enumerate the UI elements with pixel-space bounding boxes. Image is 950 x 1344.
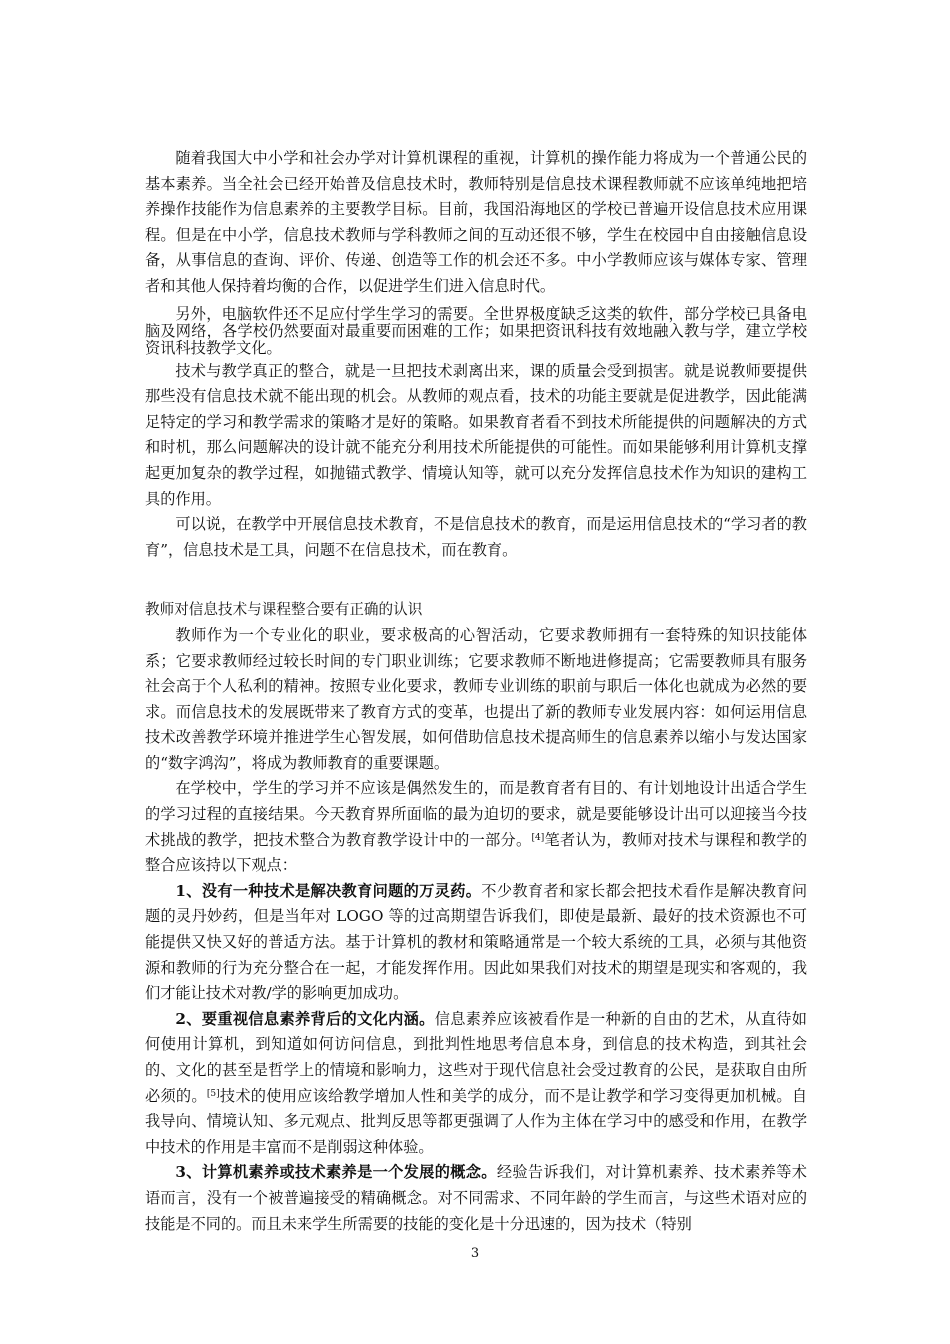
point-2-text-a: 信息素养应该被看作是一种新的自由的艺术，从直待如何使用计算机，到知道如何访问信息，到批判性地思考信息本身，到信息的技术构造，到其社会的、文化的甚至是哲学上的情境和影响力，这些对于现代信息社会受过教育的公民，是获取自由所必须的。 xyxy=(145,1009,807,1105)
point-2-lead: 2、要重视信息素养背后的文化内涵。 xyxy=(175,1009,435,1028)
point-3 xyxy=(145,1160,807,1237)
document-page xyxy=(145,146,807,1237)
paragraph-3: 技术与教学真正的整合，就是一旦把技术剥离出来，课的质量会受到损害。就是说教师要提供那些没有信息技术就不能出现的机会。从教师的观点看，技术的功能主要就是促进教学，因此能满足特定的学习和教学需求的策略才是好的策略。如果教育者看不到技术所能提供的问题解决的方式和时机，那么问题解决的设计就不能充分利用技术所能提供的可能性。而如果能够利用计算机支撑起更加复杂的教学过程，如抛锚式教学、情境认知等，就可以充分发挥信息技术作为知识的建构工具的作用。 xyxy=(145,361,807,508)
citation-4: [4] xyxy=(531,832,545,843)
citation-5: [5] xyxy=(206,1088,220,1099)
paragraph-6 xyxy=(145,776,807,878)
point-2 xyxy=(145,1007,807,1161)
paragraph-6-text-b: 笔者认为，教师对技术与课程和教学的整合应该持以下观点： xyxy=(145,830,808,875)
point-3-lead: 3、计算机素养或技术素养是一个发展的概念。 xyxy=(175,1163,497,1182)
point-2-text-b: 技术的使用应该给教学增加人性和美学的成分，而不是让教学和学习变得更加机械。自我导向、情境认知、多元观点、批判反思等都更强调了人作为主体在学习中的感受和作用，在教学中技术的作用是丰富而不是削弱这种体验。 xyxy=(145,1086,808,1156)
paragraph-5: 教师作为一个专业化的职业，要求极高的心智活动，它要求教师拥有一套特殊的知识技能体系；它要求教师经过较长时间的专门职业训练；它要求教师不断地进修提高；它需要教师具有服务社会高于个人私利的精神。按照专业化要求，教师专业训练的职前与职后一体化也就成为必然的要求。而信息技术的发展既带来了教育方式的变革，也提出了新的教师专业发展内容：如何运用信息技术改善教学环境并推进学生心智发展，如何借助信息技术提高师生的信息素养以缩小与发达国家的“数字鸿沟”，将成为教师教育的重要课题。 xyxy=(145,625,807,772)
paragraph-6-text-a: 在学校中，学生的学习并不应该是偶然发生的，而是教育者有目的、有计划地设计出适合学生的学习过程的直接结果。今天教育界所面临的最为迫切的要求，就是要能够设计出可以迎接当今技术挑战的教学，把技术整合为教育教学设计中的一部分。 xyxy=(145,779,807,849)
paragraph-2: 另外，电脑软件还不足应付学生学习的需要。全世界极度缺乏这类的软件，部分学校已具备电脑及网络，各学校仍然要面对最重要而困难的工作；如果把资讯科技有效地融入教与学，建立学校资讯科技教学文化。 xyxy=(145,304,807,357)
section-heading: 教师对信息技术与课程整合要有正确的认识 xyxy=(145,601,423,619)
point-1-text: 不少教育者和家长都会把技术看作是解决教育问题的灵丹妙药，但是当年对 LOGO 等的过高期望告诉我们，即使是最新、最好的技术资源也不可能提供又快又好的普适方法。基于计算机的教材和策略通常是一个较大系统的工具，必须与其他资源和教师的行为充分整合在一起，才能发挥作用。因此如果我们对技术的期望是现实和客观的，我们才能让技术对教/学的影响更加成功。 xyxy=(145,881,808,1003)
paragraph-1: 随着我国大中小学和社会办学对计算机课程的重视，计算机的操作能力将成为一个普通公民的基本素养。当全社会已经开始普及信息技术时，教师特别是信息技术课程教师就不应该单纯地把培养操作技能作为信息素养的主要教学目标。目前，我国沿海地区的学校已普遍开设信息技术应用课程。但是在中小学，信息技术教师与学科教师之间的互动还很不够，学生在校园中自由接触信息设备，从事信息的查询、评价、传递、创造等工作的机会还不多。中小学教师应该与媒体专家、管理者和其他人保持着均衡的合作，以促进学生们进入信息时代。 xyxy=(145,149,807,295)
point-1 xyxy=(145,879,807,1007)
paragraph-4: 可以说，在教学中开展信息技术教育，不是信息技术的教育，而是运用信息技术的“学习者的教育”，信息技术是工具，问题不在信息技术，而在教育。 xyxy=(145,515,807,559)
page-number: 3 xyxy=(470,1246,480,1261)
point-1-lead: 1、没有一种技术是解决教育问题的万灵药。 xyxy=(175,881,482,900)
point-3-text: 经验告诉我们，对计算机素养、技术素养等术语而言，没有一个被普遍接受的精确概念。对不同需求、不同年龄的学生而言，与这些术语对应的技能是不同的。而且未来学生所需要的技能的变化是十分迅速的，因为技术（特别 xyxy=(145,1163,807,1233)
